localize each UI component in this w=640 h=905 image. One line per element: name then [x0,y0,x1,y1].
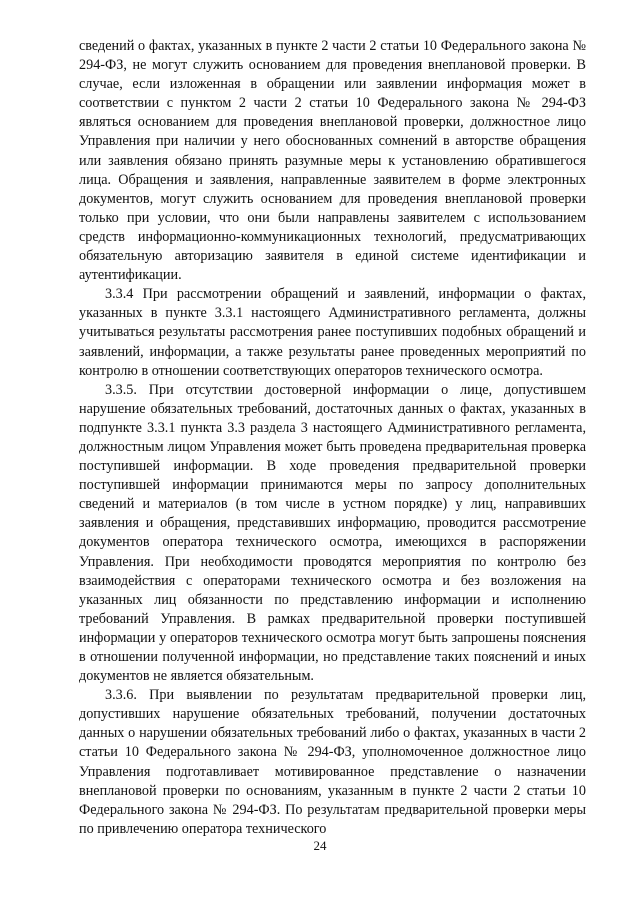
paragraph-3-3-6: 3.3.6. При выявлении по результатам предварительной проверки лиц, допустивших нарушение обязательных требований, получении достаточных данных о нарушении обязательных требований либо о фактах, указанных в части 2 статьи 10 Федерального закона № 294-ФЗ, уполномоченное должностное лицо Управления подготавливает мотивированное представление о назначении внеплановой проверки по основаниям, указанным в пункте 2 части 2 статьи 10 Федерального закона № 294-ФЗ. По результатам предварительной проверки меры по привлечению оператора технического [79,687,586,837]
paragraph-3-3-4: 3.3.4 При рассмотрении обращений и заявлений, информации о фактах, указанных в пункте 3.3.1 настоящего Административного регламента, должны учитываться результаты рассмотрения ранее поступивших подобных обращений и заявлений, информации, а также результаты ранее проведенных мероприятий по контролю в отношении соответствующих операторов технического осмотра. [79,286,586,379]
paragraph-3-3-5: 3.3.5. При отсутствии достоверной информации о лице, допустившем нарушение обязательных требований, достаточных данных о фактах, указанных в подпункте 3.3.1 пункта 3.3 раздела 3 настоящего Административного регламента, должностным лицом Управления может быть проведена предварительная проверка поступившей информации. В ходе проведения предварительной проверки поступившей информации принимаются меры по запросу дополнительных сведений и материалов (в том числе в устном порядке) у лиц, направивших заявления и обращения, представивших информацию, проводится рассмотрение документов оператора технического осмотра, имеющихся в распоряжении Управления. При необходимости проводятся мероприятия по контролю без взаимодействия с операторами технического осмотра и без возложения на указанных лиц обязанности по представлению информации и исполнению требований Управления. В рамках предварительной проверки поступившей информации у операторов технического осмотра могут быть запрошены пояснения в отношении полученной информации, но представление таких пояснений и иных документов не является обязательным. [79,381,586,685]
paragraph-continuation: сведений о фактах, указанных в пункте 2 части 2 статьи 10 Федерального закона № 294-ФЗ, не могут служить основанием для проведения внеплановой проверки. В случае, если изложенная в обращении или заявлении информация может в соответствии с пунктом 2 части 2 статьи 10 Федерального закона № 294-ФЗ являться основанием для проведения внеплановой проверки, должностное лицо Управления при наличии у него обоснованных сомнений в авторстве обращения или заявления обязано принять разумные меры к установлению обратившегося лица. Обращения и заявления, направленные заявителем в форме электронных документов, могут служить основанием для проведения внеплановой проверки только при условии, что они были направлены заявителем с использованием средств информационно-коммуникационных технологий, предусматривающих обязательную авторизацию заявителя в единой системе идентификации и аутентификации. [79,38,586,284]
page-number: 24 [313,838,327,853]
document-body [79,37,586,839]
